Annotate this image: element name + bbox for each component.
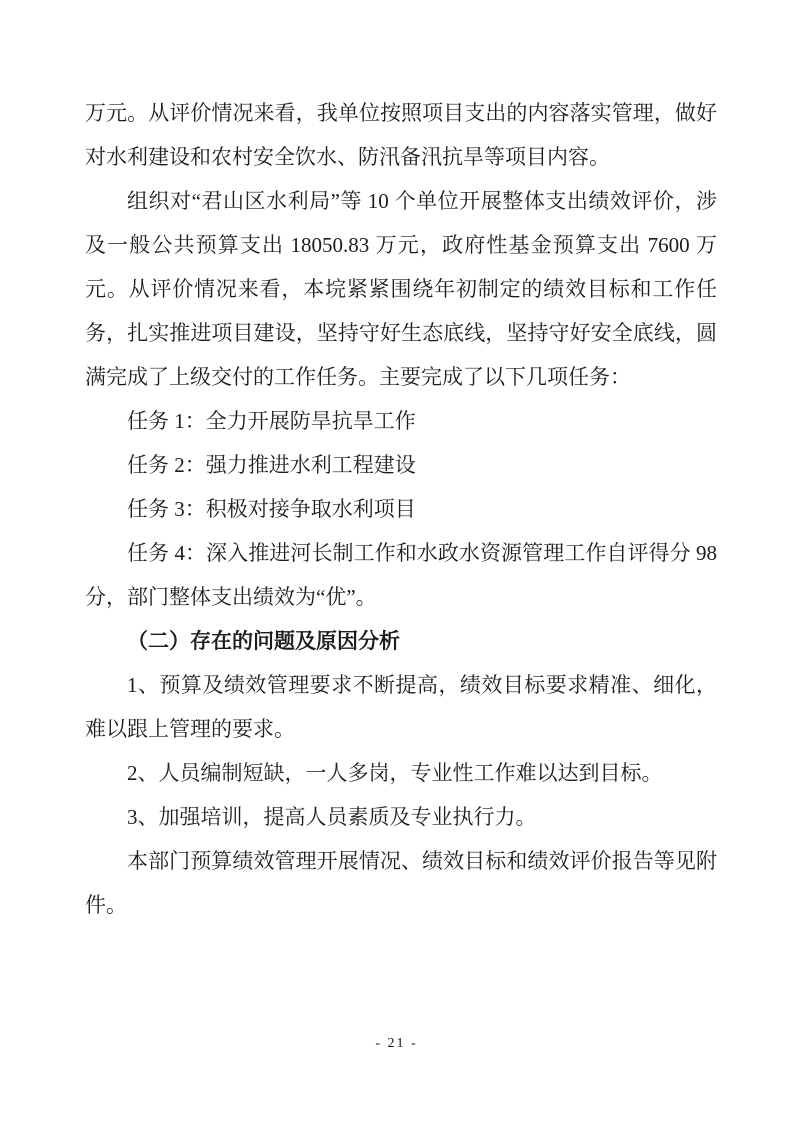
task-item-3: 任务 3：积极对接争取水利项目 [127, 497, 416, 521]
task-item-2: 任务 2：强力推进水利工程建设 [127, 453, 416, 477]
paragraph-overall-evaluation: 组织对“君山区水利局”等 10 个单位开展整体支出绩效评价，涉及一般公共预算支出 18050.83 万元，政府性基金预算支出 7600 万元。从评价情况来看，本垸紧紧围绕年初制定的绩效目标和工作任务，扎实推进项目建设，坚持守好生态底线，坚持守好安全底线，圆满完成了上级交付的工作任务。主要完成了以下几项任务： [85, 189, 717, 389]
issue-item-2: 2、人员编制短缺，一人多岗，专业性工作难以达到目标。 [127, 761, 663, 785]
paragraph-attachment-note: 本部门预算绩效管理开展情况、绩效目标和绩效评价报告等见附件。 [85, 849, 717, 917]
issue-item-1: 1、预算及绩效管理要求不断提高，绩效目标要求精准、细化，难以跟上管理的要求。 [85, 673, 717, 741]
task-item-1: 任务 1：全力开展防旱抗旱工作 [127, 409, 416, 433]
issue-item-3: 3、加强培训，提高人员素质及专业执行力。 [127, 805, 537, 829]
page-number: - 21 - [375, 1036, 418, 1051]
paragraph-project-content: 万元。从评价情况来看，我单位按照项目支出的内容落实管理，做好对水利建设和农村安全饮水、防汛备汛抗旱等项目内容。 [85, 101, 717, 169]
section-heading-problems: （二）存在的问题及原因分析 [127, 629, 400, 653]
page-body [85, 91, 717, 927]
page-footer [0, 1034, 793, 1052]
task-item-4: 任务 4：深入推进河长制工作和水政水资源管理工作自评得分 98 分，部门整体支出绩效为“优”。 [85, 541, 717, 609]
